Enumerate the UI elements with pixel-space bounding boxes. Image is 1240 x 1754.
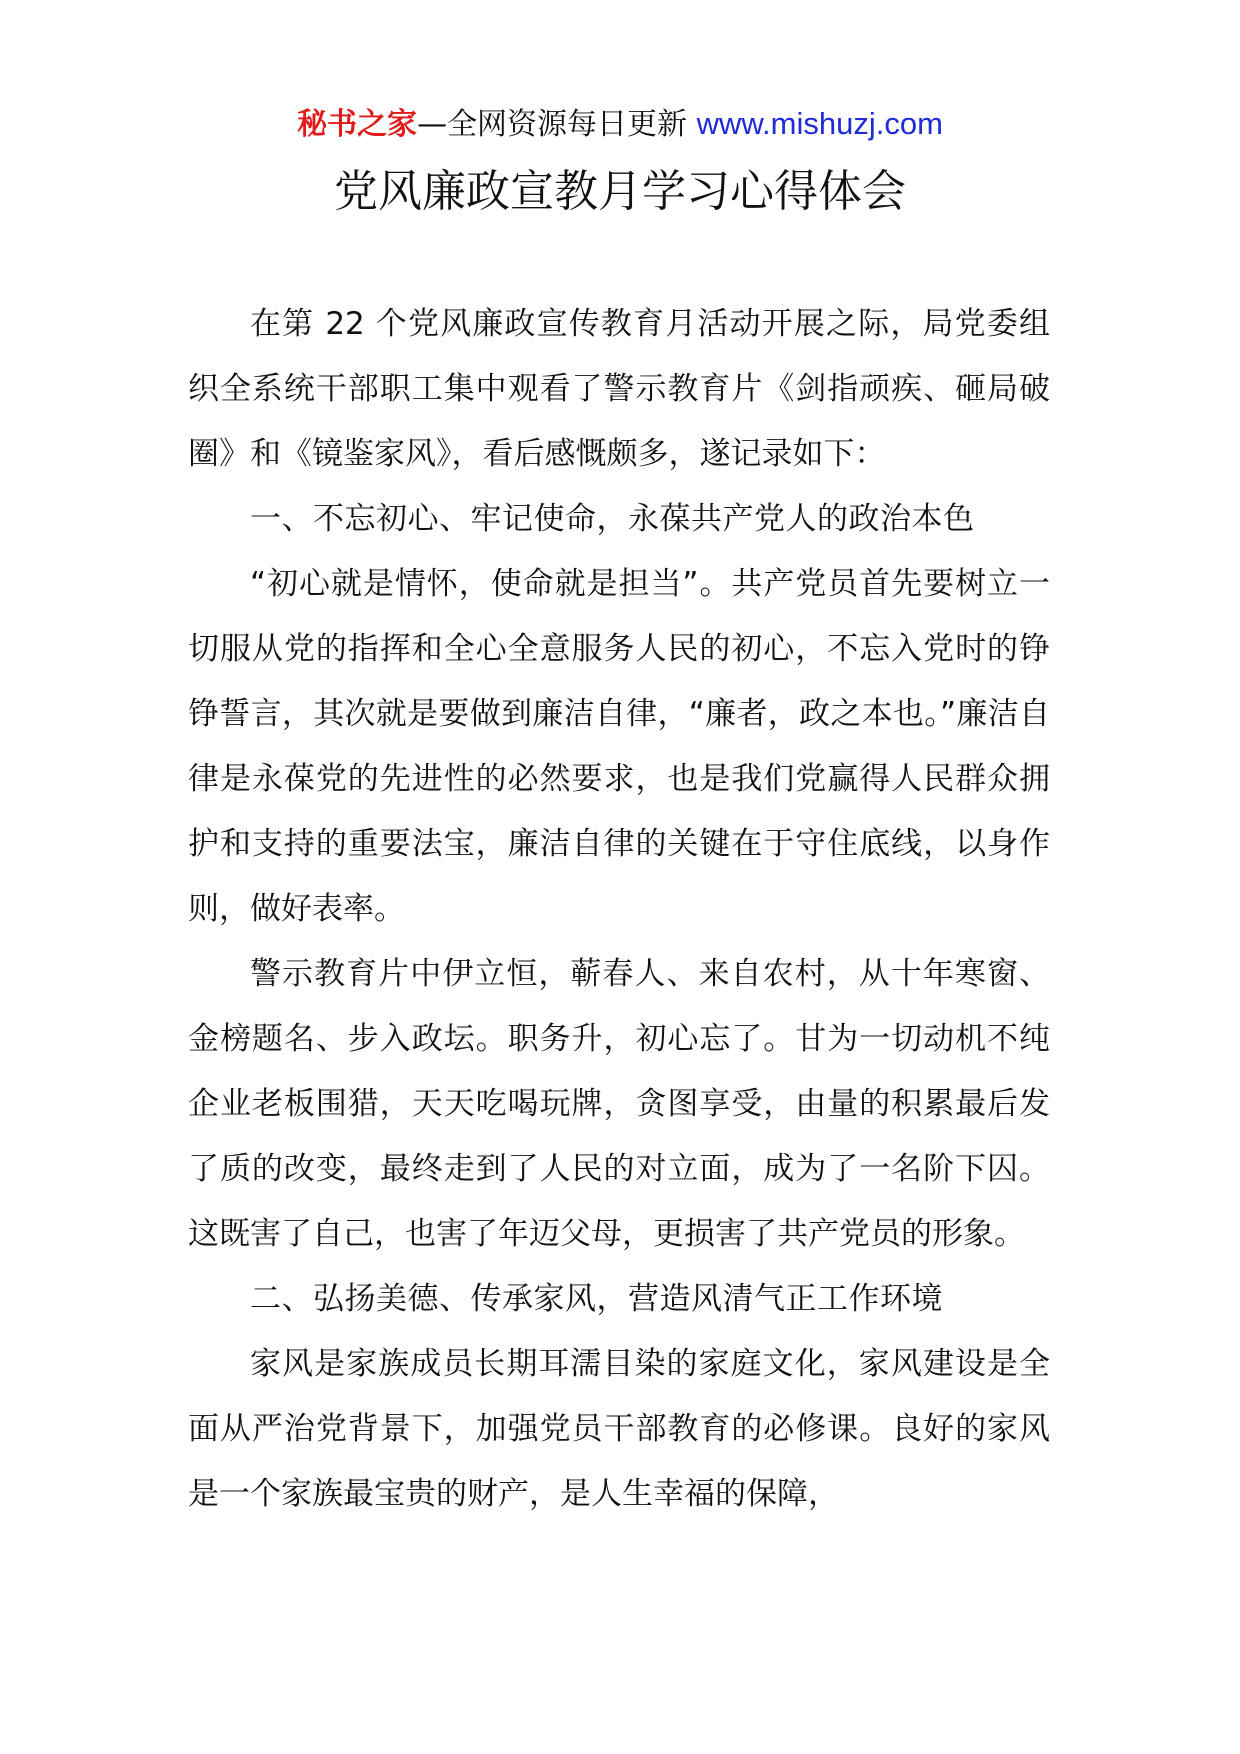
paragraph: 家风是家族成员长期耳濡目染的家庭文化，家风建设是全面从严治党背景下，加强党员干部教育的必修课。良好的家风是一个家族最宝贵的财产，是人生幸福的保障， [188,1346,1050,1512]
document-body [188,292,1050,1527]
paragraph: 警示教育片中伊立恒，蕲春人、来自农村，从十年寒窗、金榜题名、步入政坛。职务升，初心忘了。甘为一切动机不纯企业老板围猎，天天吃喝玩牌，贪图享受，由量的积累最后发了质的改变，最终走到了人民的对立面，成为了一名阶下囚。这既害了自己，也害了年迈父母，更损害了共产党员的形象。 [188,956,1050,1252]
brand-name: 秘书之家 [297,107,418,142]
document-title: 党风廉政宣教月学习心得体会 [334,166,906,217]
site-header [0,100,1240,149]
section-heading-2: 二、弘扬美德、传承家风，营造风清气正工作环境 [250,1281,943,1317]
paragraph-intro: 在第 22 个党风廉政宣传教育月活动开展之际，局党委组织全系统干部职工集中观看了警示教育片《剑指顽疾、砸局破圈》和《镜鉴家风》，看后感慨颇多，遂记录如下： [188,306,1050,472]
paragraph: “初心就是情怀，使命就是担当”。共产党员首先要树立一切服从党的指挥和全心全意服务人民的初心，不忘入党时的铮铮誓言，其次就是要做到廉洁自律，“廉者，政之本也。”廉洁自律是永葆党的先进性的必然要求，也是我们党赢得人民群众拥护和支持的重要法宝，廉洁自律的关键在于守住底线，以身作则，做好表率。 [188,566,1050,927]
site-url[interactable]: www.mishuzj.com [696,106,943,141]
header-tagline: —全网资源每日更新 [417,107,688,142]
section-heading-1: 一、不忘初心、牢记使命，永葆共产党人的政治本色 [250,501,975,537]
